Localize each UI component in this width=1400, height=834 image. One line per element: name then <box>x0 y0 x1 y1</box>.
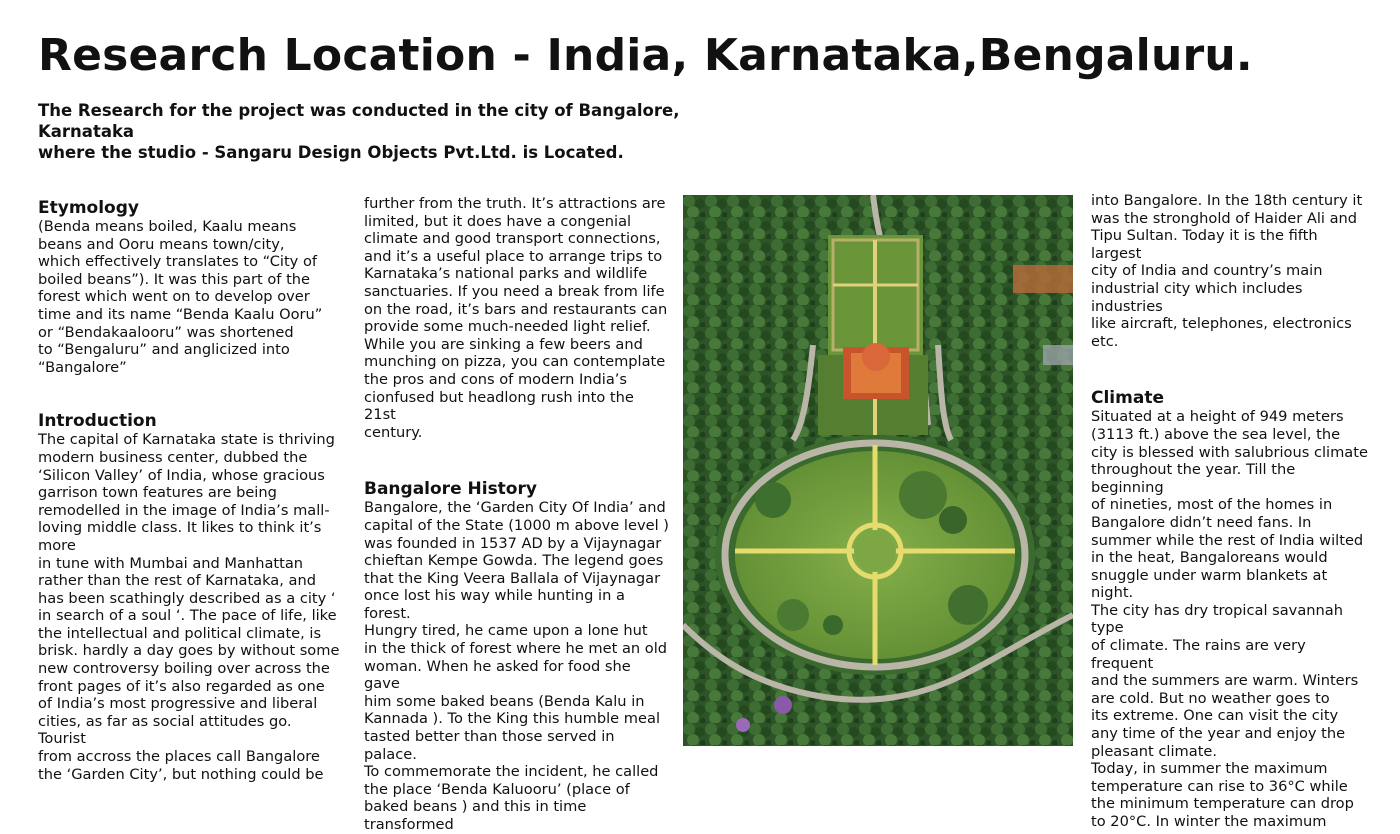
history-heading: Bangalore History <box>364 479 537 500</box>
page-subtitle: The Research for the project was conducted in the city of Bangalore, Karnataka where the studio - Sangaru Design Objects Pvt.Ltd. is Located. <box>38 101 680 162</box>
column-4 <box>1091 192 1371 831</box>
introduction-body: The capital of Karnataka state is thriving modern business center, dubbed the ‘Silicon Valley’ of India, whose gracious garrison town features are being remodelled in the image of India’s mall- loving middle class. It likes to think it’s more in tune with Mumbai and Manhattan rather than the rest of Karnataka, and has been scathingly described as a city ‘ in search of a soul ‘. The pace of life, like the intellectual and political climate, is brisk. hardly a day goes by without some new controversy boiling over across the front pages of it’s also regarded as one of India’s most progressive and liberal cities, as far as social attitudes go. Tourist from accross the places call Bangalore the ‘Garden City’, but nothing could be <box>38 431 340 783</box>
introduction-heading: Introduction <box>38 411 157 432</box>
etymology-heading: Etymology <box>38 198 139 218</box>
climate-heading: Climate <box>1091 388 1164 409</box>
climate-body: Situated at a height of 949 meters (3113 ft.) above the sea level, the city is blessed with salubrious climate throughout the year. Till the beginning of nineties, most of the homes in Bangalore didn’t need fans. In summer while the rest of India wilted in the heat, Bangaloreans would snuggle under warm blankets at night. The city has dry tropical savannah type of climate. The rains are very frequent and the summers are warm. Winters are cold. But no weather goes to its extreme. One can visit the city any time of the year and enjoy the pleasant climate. Today, in summer the maximum temperature can rise to 36°C while the minimum temperature can drop to 20°C. In winter the maximum <box>1091 408 1368 830</box>
history-body: Bangalore, the ‘Garden City Of India’ and capital of the State (1000 m above level ) was founded in 1537 AD by a Vijaynagar chieftan Kempe Gowda. The legend goes that the King Veera Ballala of Vijaynagar once lost his way while hunting in a forest. Hungry tired, he came upon a lone hut in the thick of forest where he met an old woman. When he asked for food she gave him some baked beans (Benda Kalu in Kannada ). To the King this humble meal tasted better than those served in palace. To commemorate the incident, he called the place ‘Benda Kaluooru’ (place of baked beans ) and this in time transformed <box>364 499 669 833</box>
column-2 <box>364 195 669 834</box>
introduction-continued: further from the truth. It’s attractions are limited, but it does have a congenial climate and good transport connections, and it’s a useful place to arrange trips to Karnataka’s national parks and wildlife sanctuaries. If you need a break from life on the road, it’s bars and restaurants can provide some much-needed light relief. While you are sinking a few beers and munching on pizza, you can contemplate the pros and cons of modern India’s cionfused but headlong rush into the 21st century. <box>364 195 668 441</box>
aerial-photo-cubbon-park <box>683 195 1073 746</box>
page-title: Research Location - India, Karnataka,Bengaluru. <box>38 30 1253 81</box>
etymology-body: (Benda means boiled, Kaalu means beans and Ooru means town/city, which effectively translates to “City of boiled beans”). It was this part of the forest which went on to develop over time and its name “Benda Kaalu Ooru” or “Bendakaalooru” was shortened to “Bengaluru” and anglicized into “Bangalore” <box>38 218 323 376</box>
history-continued: into Bangalore. In the 18th century it was the stronghold of Haider Ali and Tipu Sultan. Today it is the fifth largest city of India and country’s main industrial city which includes industries like aircraft, telephones, electronics etc. <box>1091 192 1363 350</box>
column-1 <box>38 198 343 783</box>
